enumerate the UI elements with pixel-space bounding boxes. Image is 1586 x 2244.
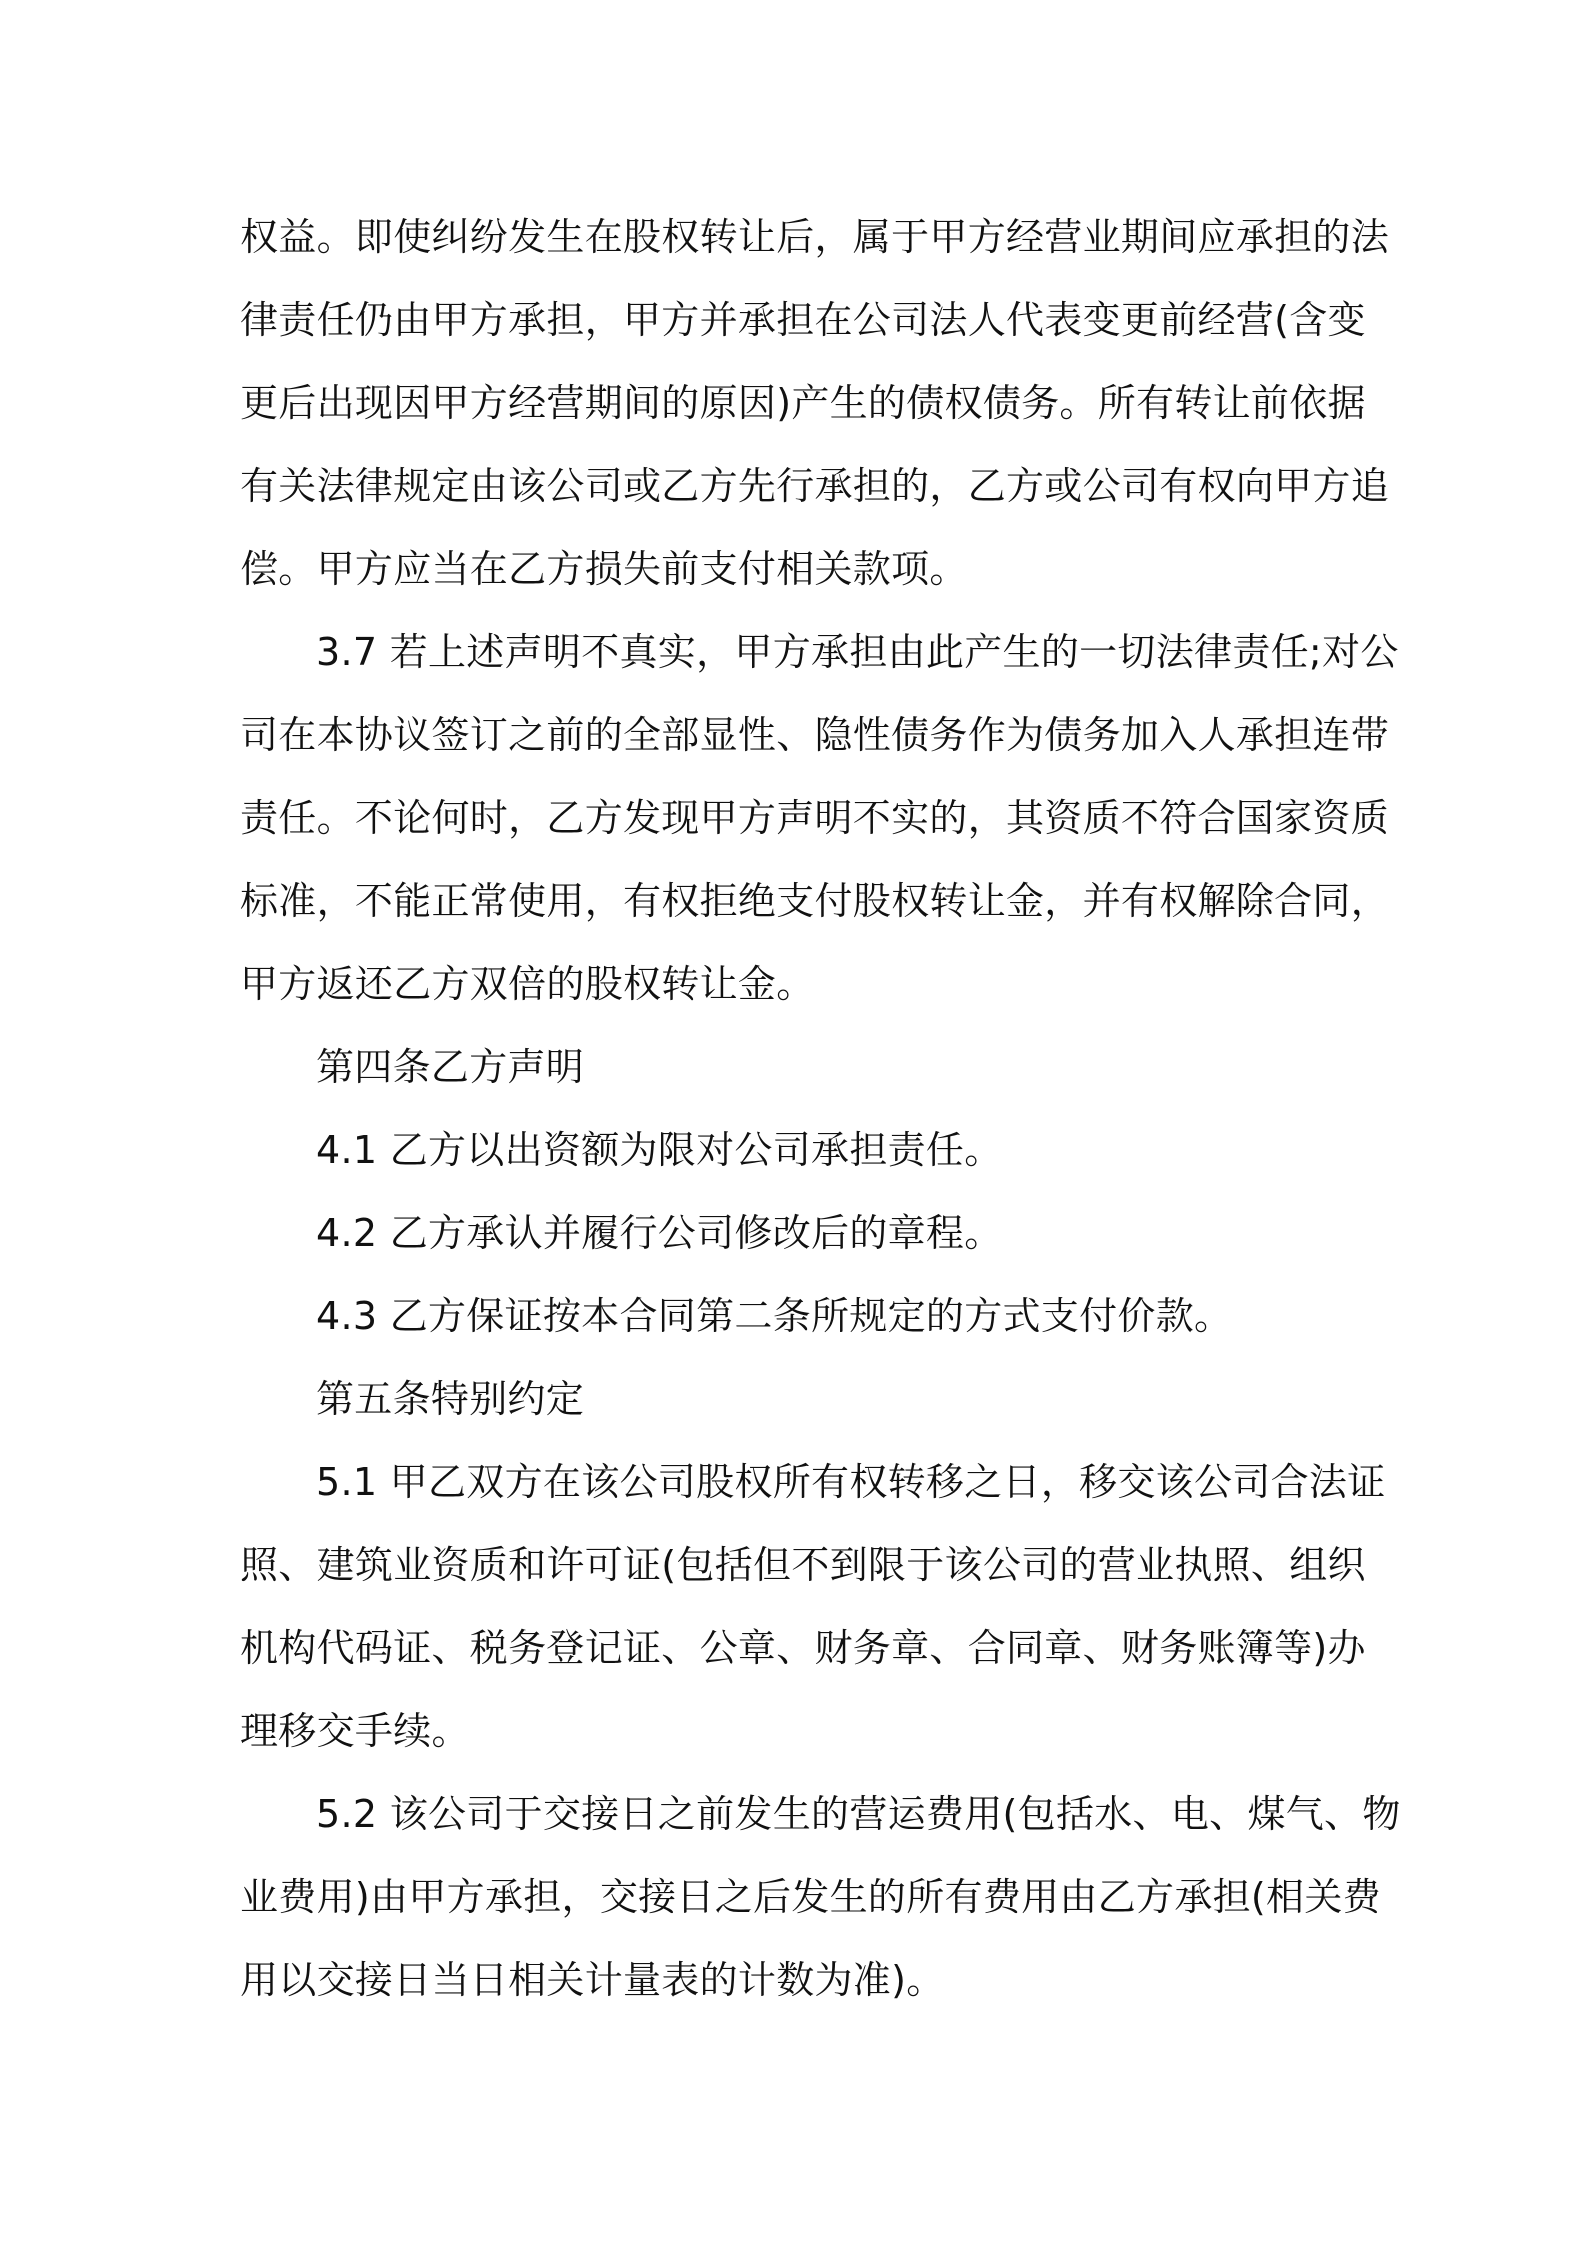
text-line: 有关法律规定由该公司或乙方先行承担的，乙方或公司有权向甲方追 [240, 464, 1390, 508]
text-line: 第五条特别约定 [316, 1377, 585, 1421]
text-line: 第四条乙方声明 [316, 1045, 585, 1089]
text-line: 理移交手续。 [240, 1709, 470, 1753]
text-line: 司在本协议签订之前的全部显性、隐性债务作为债务加入人承担连带 [240, 713, 1390, 757]
text-line: 5.2 该公司于交接日之前发生的营运费用(包括水、电、煤气、物 [316, 1792, 1401, 1836]
clause-4-3 [240, 1275, 1360, 1358]
clause-5-2 [240, 1773, 1401, 2022]
clause-5-1 [240, 1441, 1386, 1773]
article-4-heading [240, 1026, 1360, 1109]
text-line: 5.1 甲乙双方在该公司股权所有权转移之日，移交该公司合法证 [316, 1460, 1386, 1504]
document-body [240, 196, 1401, 2022]
clause-3-7 [240, 611, 1399, 1026]
text-line: 照、建筑业资质和许可证(包括但不到限于该公司的营业执照、组织 [240, 1543, 1366, 1587]
text-line: 律责任仍由甲方承担，甲方并承担在公司法人代表变更前经营(含变 [240, 298, 1366, 342]
text-line: 标准，不能正常使用，有权拒绝支付股权转让金，并有权解除合同， [240, 879, 1390, 923]
clause-4-1 [240, 1109, 1360, 1192]
text-line: 更后出现因甲方经营期间的原因)产生的债权债务。所有转让前依据 [240, 381, 1366, 425]
paragraph-continuation-rights [240, 196, 1390, 611]
text-line: 4.2 乙方承认并履行公司修改后的章程。 [316, 1211, 1003, 1255]
text-line: 偿。甲方应当在乙方损失前支付相关款项。 [240, 547, 968, 591]
text-line: 业费用)由甲方承担，交接日之后发生的所有费用由乙方承担(相关费 [240, 1875, 1381, 1919]
clause-4-2 [240, 1192, 1360, 1275]
text-line: 甲方返还乙方双倍的股权转让金。 [240, 962, 815, 1006]
text-line: 权益。即使纠纷发生在股权转让后，属于甲方经营业期间应承担的法 [240, 215, 1390, 259]
text-line: 4.1 乙方以出资额为限对公司承担责任。 [316, 1128, 1003, 1172]
text-line: 4.3 乙方保证按本合同第二条所规定的方式支付价款。 [316, 1294, 1233, 1338]
article-5-heading [240, 1358, 1360, 1441]
text-line: 3.7 若上述声明不真实，甲方承担由此产生的一切法律责任;对公 [316, 630, 1399, 674]
text-line: 责任。不论何时，乙方发现甲方声明不实的，其资质不符合国家资质 [240, 796, 1390, 840]
text-line: 机构代码证、税务登记证、公章、财务章、合同章、财务账簿等)办 [240, 1626, 1366, 1670]
text-line: 用以交接日当日相关计量表的计数为准)。 [240, 1958, 945, 2002]
